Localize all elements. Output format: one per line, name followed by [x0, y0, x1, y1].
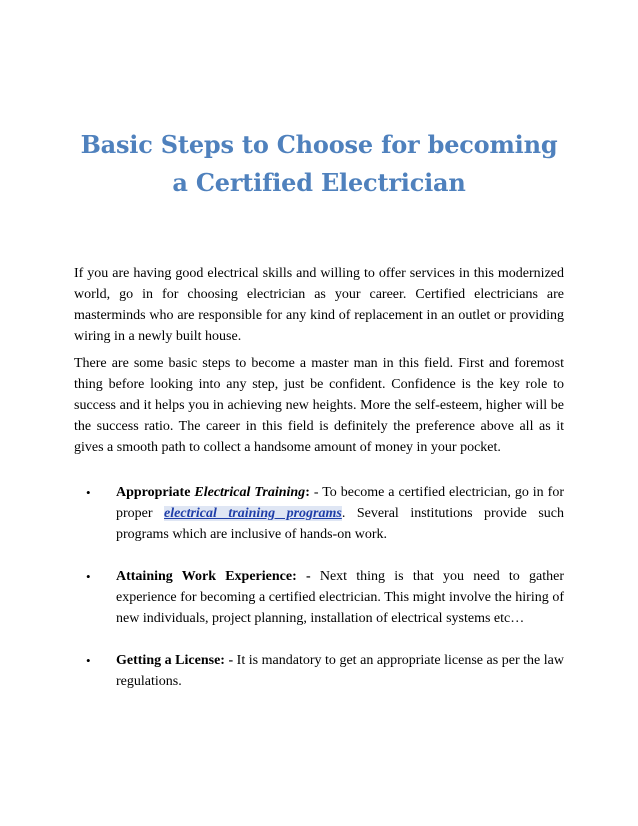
item-text-continued: . Several institutions provide such programs which are inclusive of hands-on work. [116, 506, 564, 542]
item-label: Getting a License: - [116, 653, 234, 668]
bullet-icon: • [86, 653, 91, 668]
steps-paragraph: There are some basic steps to become a master man in this field. First and foremost thing before looking into any step, just be confident. Confidence is the key role to success and it helps you in achieving new heights. More the self-esteem, higher will be the success ratio. The career in this field is definitely the preference above all as it gives a smooth path to collect a handsome amount of money in your pocket. [74, 356, 564, 455]
list-item-license [74, 650, 564, 692]
electrical-training-programs-link[interactable]: electrical training programs [164, 506, 342, 521]
item-label: Appropriate [116, 485, 195, 500]
bullet-icon: • [86, 569, 91, 584]
list-item-electrical-training [74, 482, 564, 545]
item-text: It is mandatory to get an appropriate license as per the law regulations. [116, 653, 565, 689]
page-title: Basic Steps to Choose for becoming a Certified Electrician [80, 130, 558, 197]
bullet-icon: • [86, 485, 91, 500]
item-text: Next thing is that you need to gather experience for becoming a certified electrician. This might involve the hiring of new individuals, project planning, installation of electrical systems etc… [116, 569, 564, 626]
item-label-emphasis: Electrical Training [194, 485, 306, 500]
item-text: - To become a certified electrician, go in for proper [116, 485, 564, 521]
item-label: Attaining Work Experience: - [116, 569, 311, 584]
item-label-colon: : [305, 485, 310, 500]
list-item-work-experience [74, 566, 564, 629]
steps-list [74, 482, 564, 713]
intro-paragraph: If you are having good electrical skills and willing to offer services in this modernized world, go in for choosing electrician as your career. Certified electricians are masterminds who are responsible for any kind of replacement in an outlet or providing wiring in a newly built house. [74, 266, 564, 344]
